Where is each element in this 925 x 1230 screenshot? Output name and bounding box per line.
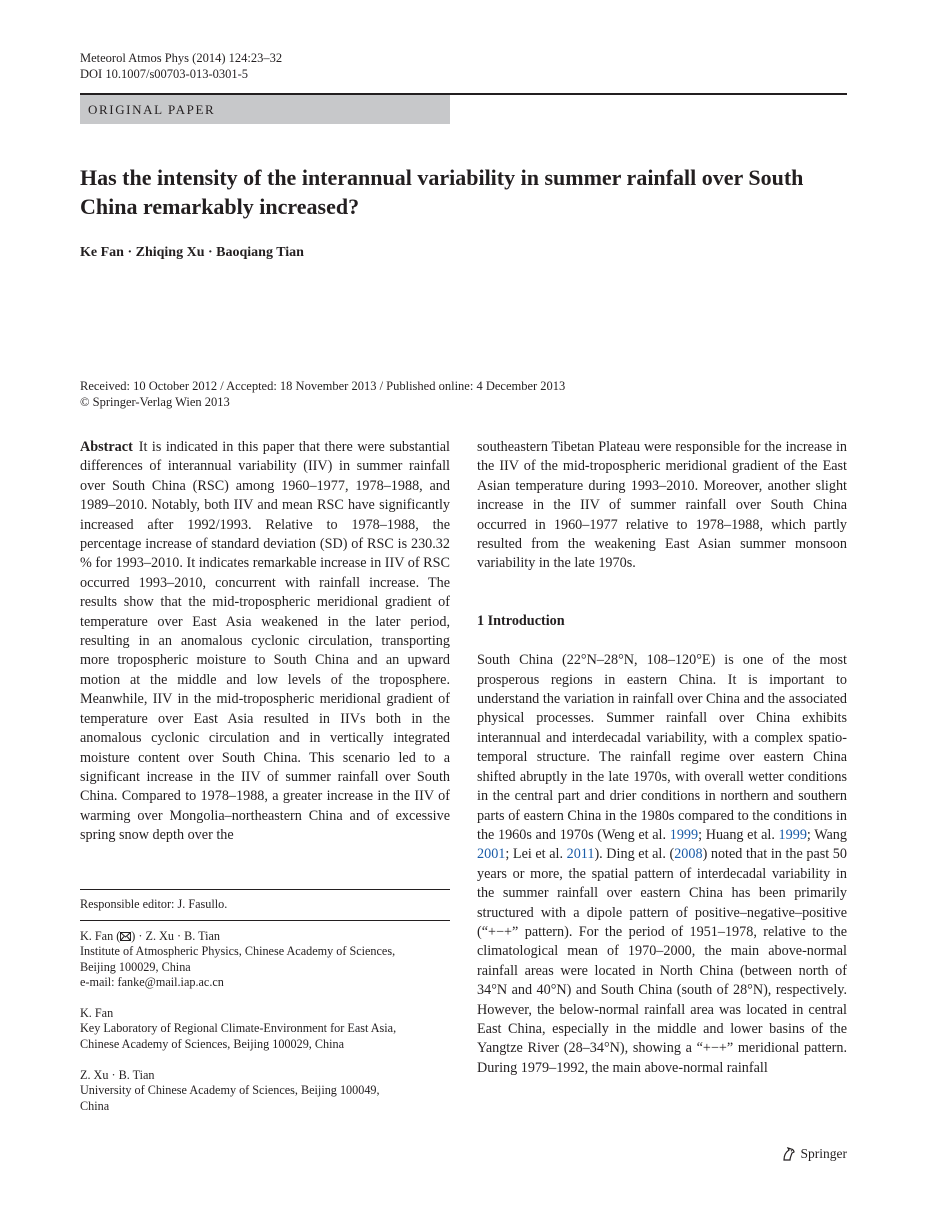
introduction-paragraph: South China (22°N–28°N, 108–120°E) is one of the most prosperous regions in eastern China. It is important to understand the variation in rainfall over China and the associated physical processes. Summer rainfall over China exhibits interannual and interdecadal variability, with a complex spatio-temporal structure. The rainfall regime over eastern China shifted abruptly in the late 1970s, with overall wetter conditions in the central part and drier conditions in northern and southern parts of eastern China in the 1980s compared to the conditions in the 1960s and 1970s (Weng et al. 1999; Huang et al. 1999; Wang 2001; Lei et al. 2011). Ding et al. (2008) noted that in the past 50 years or more, the spatial pattern of interdecadal variability in the summer rainfall over eastern China has been primarily structured with a dipole pattern of positive–negative–positive (“+−+” pattern). For the period of 1951–1978, relative to the climatological mean of 1970–2000, the main above-normal rainfall areas were located in North China (between north of 34°N and 40°N) and South China (south of 28°N), respectively. However, the below-normal rainfall area was located in central East China, especially in the middle and lower basins of the Yangtze River (28–34°N), showing a “+−+” meridional pattern. During 1979–1992, the main above-normal rainfall <box>477 652 847 1076</box>
citation-link[interactable]: 2001 <box>477 846 506 863</box>
footnote-rule <box>80 889 450 890</box>
article-type-badge: ORIGINAL PAPER <box>80 95 450 124</box>
abstract-text: It is indicated in this paper that there were substantial differences of interannual variability (IIV) in summer rainfall over South China (RSC) among 1960–1977, 1978–1988, and 1989–2010. Notably, both IIV and mean RSC have significantly increased after 1992/1993. Relative to 1978–1988, the percentage increase of standard deviation (SD) of RSC is 230.32 % for 1993–2010. It indicates remarkable increase in IIV of RSC occurred 1993–2010, concurrent with rainfall increase. The results show that the mid-tropospheric meridional gradient of temperature over East Asia weakened in the later period, resulting in an anomalous cyclonic circulation, transporting more tropospheric moisture to South China and an upward motion at the middle and low levels of the troposphere. Meanwhile, IIV in the mid-tropospheric meridional gradient of temperature over East Asia resulted in IIVs both in the anomalous cyclonic circulation and in vertically integrated moisture content over South China. This scenario led to a significant increase in the IIV of summer rainfall over South China. Compared to 1978–1988, a greater increase in the IIV of warming over Mongolia–northeastern China and of excessive spring snow depth over the <box>80 439 450 844</box>
affiliation-2-city: Chinese Academy of Sciences, Beijing 100029, China <box>80 1036 345 1051</box>
citation-link[interactable]: 2008 <box>674 846 703 863</box>
journal-header <box>80 50 282 82</box>
citation-link[interactable]: 1999 <box>778 826 807 843</box>
author-list: Ke Fan · Zhiqing Xu · Baoqiang Tian <box>80 245 304 260</box>
envelope-icon <box>120 929 131 943</box>
doi: DOI 10.1007/s00703-013-0301-5 <box>80 67 249 81</box>
citation-link[interactable]: 1999 <box>669 826 699 843</box>
affiliation-3 <box>80 1068 450 1114</box>
affiliation-1-institute: Institute of Atmospheric Physics, Chinese Academy of Sciences, <box>80 944 396 959</box>
abstract <box>80 438 450 846</box>
affiliation-2-names: K. Fan <box>80 1006 114 1020</box>
paper-title: Has the intensity of the interannual variability in summer rainfall over South China remarkably increased? <box>80 165 804 219</box>
affiliation-3-names: Z. Xu · B. Tian <box>80 1068 155 1082</box>
abstract-continuation: southeastern Tibetan Plateau were responsible for the increase in the IIV of the mid-tropospheric meridional gradient of the East Asian temperature during 1993–2010. Moreover, another slight increase in the IIV of summer rainfall over South China occurred in 1960–1977 relative to 1978–1988, which partly resulted from the weakening East Asian summer monsoon variability in the late 1970s. <box>477 439 847 572</box>
affiliation-1-names: K. Fan ( ) · Z. Xu · B. Tian <box>80 929 221 943</box>
publisher-footer <box>781 1146 848 1162</box>
left-column <box>80 438 450 846</box>
affiliation-1 <box>80 929 450 991</box>
affiliation-3-institute: University of Chinese Academy of Sciences, Beijing 100049, <box>80 1083 380 1098</box>
publisher-name: Springer <box>800 1146 847 1161</box>
abstract-label: Abstract <box>80 439 133 455</box>
publication-dates <box>80 378 565 410</box>
citation-link[interactable]: 2011 <box>566 846 595 863</box>
responsible-editor: Responsible editor: J. Fasullo. <box>80 897 228 911</box>
affiliation-1-city: Beijing 100029, China <box>80 959 191 974</box>
affiliation-2-institute: Key Laboratory of Regional Climate-Environment for East Asia, <box>80 1021 397 1036</box>
copyright: © Springer-Verlag Wien 2013 <box>80 395 230 409</box>
affiliation-3-city: China <box>80 1098 110 1113</box>
affiliation-1-email[interactable]: e-mail: fanke@mail.iap.ac.cn <box>80 975 224 990</box>
footnote-rule-2 <box>80 920 450 921</box>
received-accepted-published: Received: 10 October 2012 / Accepted: 18 November 2013 / Published online: 4 December 2013 <box>80 379 566 393</box>
section-heading-introduction: 1 Introduction <box>477 612 565 629</box>
springer-horse-icon <box>781 1146 797 1162</box>
affiliation-2 <box>80 1006 450 1052</box>
right-column <box>477 438 847 1078</box>
journal-citation: Meteorol Atmos Phys (2014) 124:23–32 <box>80 51 283 65</box>
